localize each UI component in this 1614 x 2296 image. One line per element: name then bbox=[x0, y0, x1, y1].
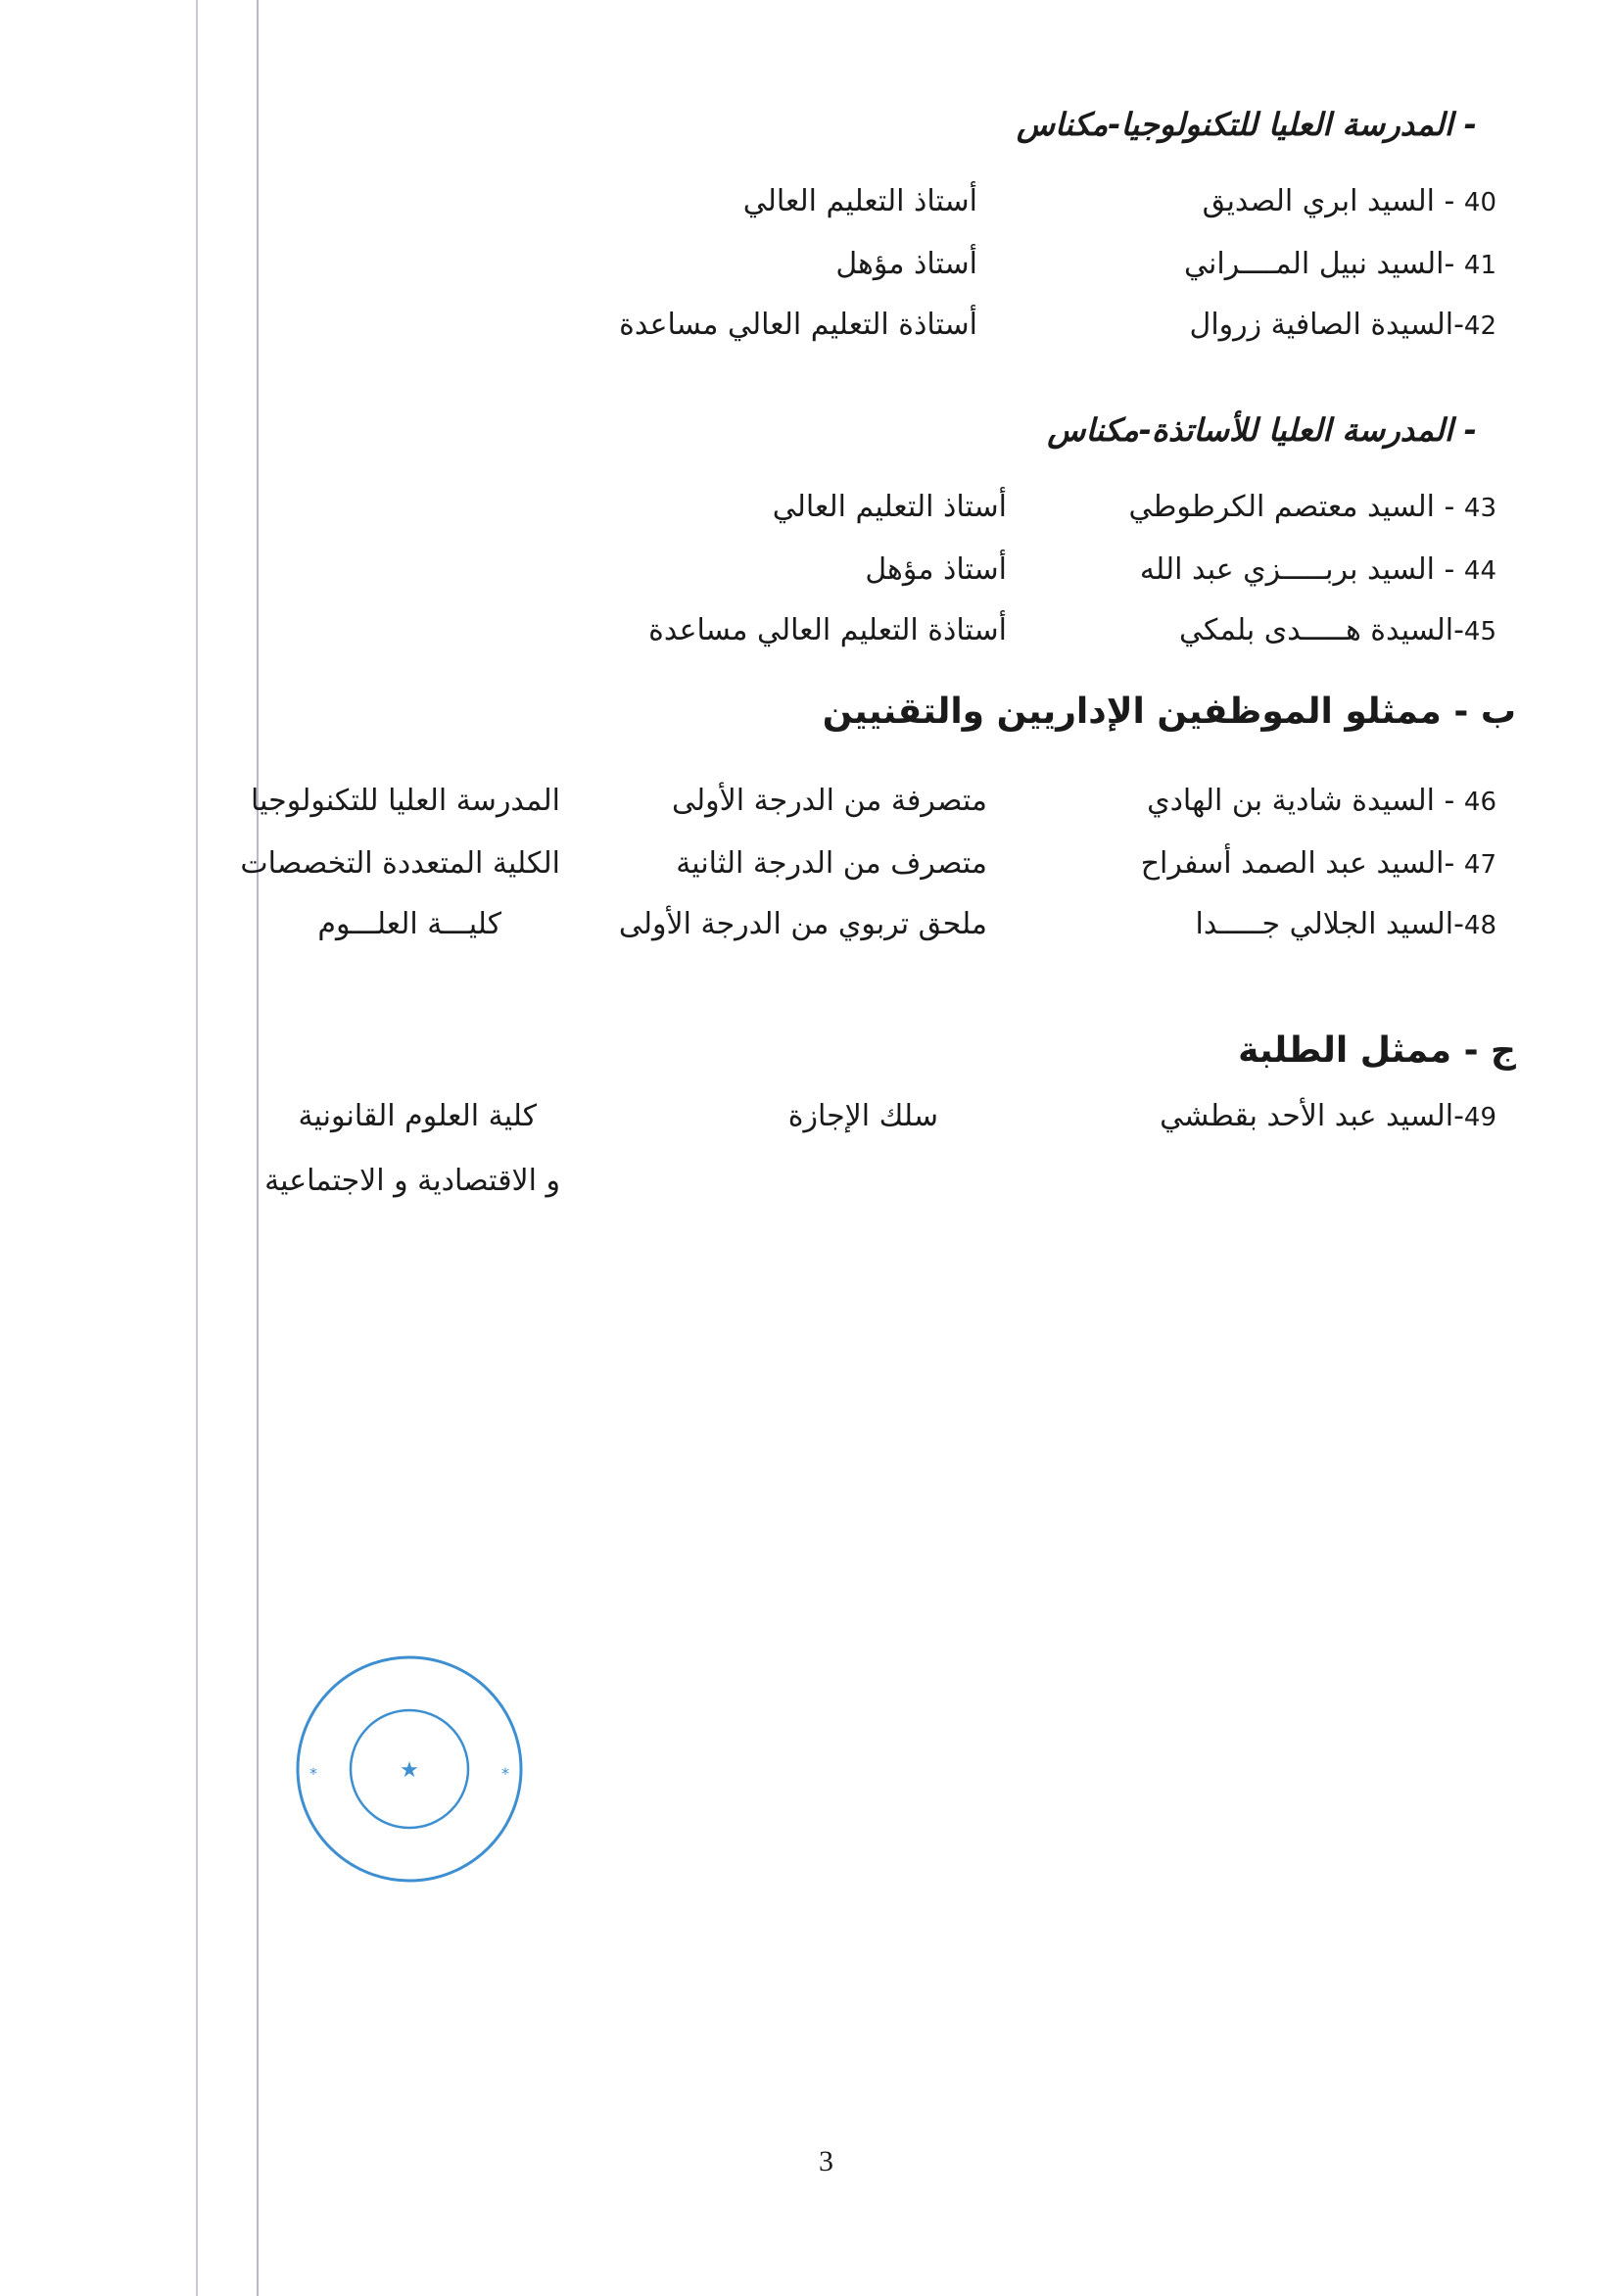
section-title-est: - المدرسة العليا للتكنولوجيا-مكناس bbox=[1016, 106, 1477, 143]
row-44-name: 44 - السيد بربـــــزي عبد الله bbox=[1139, 552, 1496, 587]
row-49-rank: سلك الإجازة bbox=[787, 1099, 938, 1133]
page-number: 3 bbox=[819, 2145, 833, 2177]
row-45-name: 45-السيدة هـــــدى بلمكي bbox=[1179, 613, 1496, 647]
margin-line-right bbox=[257, 0, 259, 2296]
row-41-name: 41 -السيد نبيل المــــراني bbox=[1184, 247, 1496, 281]
stamp-center-mark: ★ bbox=[400, 1758, 419, 1783]
row-47-institution: الكلية المتعددة التخصصات bbox=[240, 846, 560, 881]
row-49-name: 49-السيد عبد الأحد بقطشي bbox=[1160, 1099, 1496, 1133]
row-47-name: 47 -السيد عبد الصمد أسفراح bbox=[1140, 846, 1496, 881]
row-41-rank: أستاذ مؤهل bbox=[835, 247, 977, 281]
section-title-ens: - المدرسة العليا للأساتذة-مكناس bbox=[1047, 411, 1477, 449]
row-49-institution-line2: و الاقتصادية و الاجتماعية bbox=[264, 1164, 560, 1198]
row-47-rank: متصرف من الدرجة الثانية bbox=[676, 846, 987, 881]
row-49-institution: كلية العلوم القانونية bbox=[298, 1099, 537, 1133]
stamp-star-left: * bbox=[309, 1764, 317, 1783]
row-40-rank: أستاذ التعليم العالي bbox=[742, 184, 977, 218]
official-stamp bbox=[290, 1650, 529, 1889]
row-44-rank: أستاذ مؤهل bbox=[865, 552, 1007, 587]
margin-line-left bbox=[196, 0, 198, 2296]
row-43-rank: أستاذ التعليم العالي bbox=[772, 490, 1007, 524]
section-title-admin: ب - ممثلو الموظفين الإداريين والتقنيين bbox=[822, 692, 1516, 732]
section-title-students: ج - ممثل الطلبة bbox=[1238, 1030, 1516, 1071]
row-48-name: 48-السيد الجلالي جـــــدا bbox=[1195, 907, 1496, 941]
row-46-institution: المدرسة العليا للتكنولوجيا bbox=[250, 784, 560, 818]
row-48-institution: كليـــة العلـــوم bbox=[317, 907, 501, 941]
row-42-rank: أستاذة التعليم العالي مساعدة bbox=[619, 308, 977, 342]
row-48-rank: ملحق تربوي من الدرجة الأولى bbox=[618, 907, 987, 941]
row-46-name: 46 - السيدة شادية بن الهادي bbox=[1147, 784, 1496, 818]
row-43-name: 43 - السيد معتصم الكرطوطي bbox=[1128, 490, 1496, 524]
row-40-name: 40 - السيد ابري الصديق bbox=[1202, 184, 1496, 218]
row-46-rank: متصرفة من الدرجة الأولى bbox=[671, 784, 987, 818]
row-45-rank: أستاذة التعليم العالي مساعدة bbox=[648, 613, 1007, 647]
row-42-name: 42-السيدة الصافية زروال bbox=[1189, 308, 1496, 342]
stamp-star-right: * bbox=[501, 1764, 509, 1783]
